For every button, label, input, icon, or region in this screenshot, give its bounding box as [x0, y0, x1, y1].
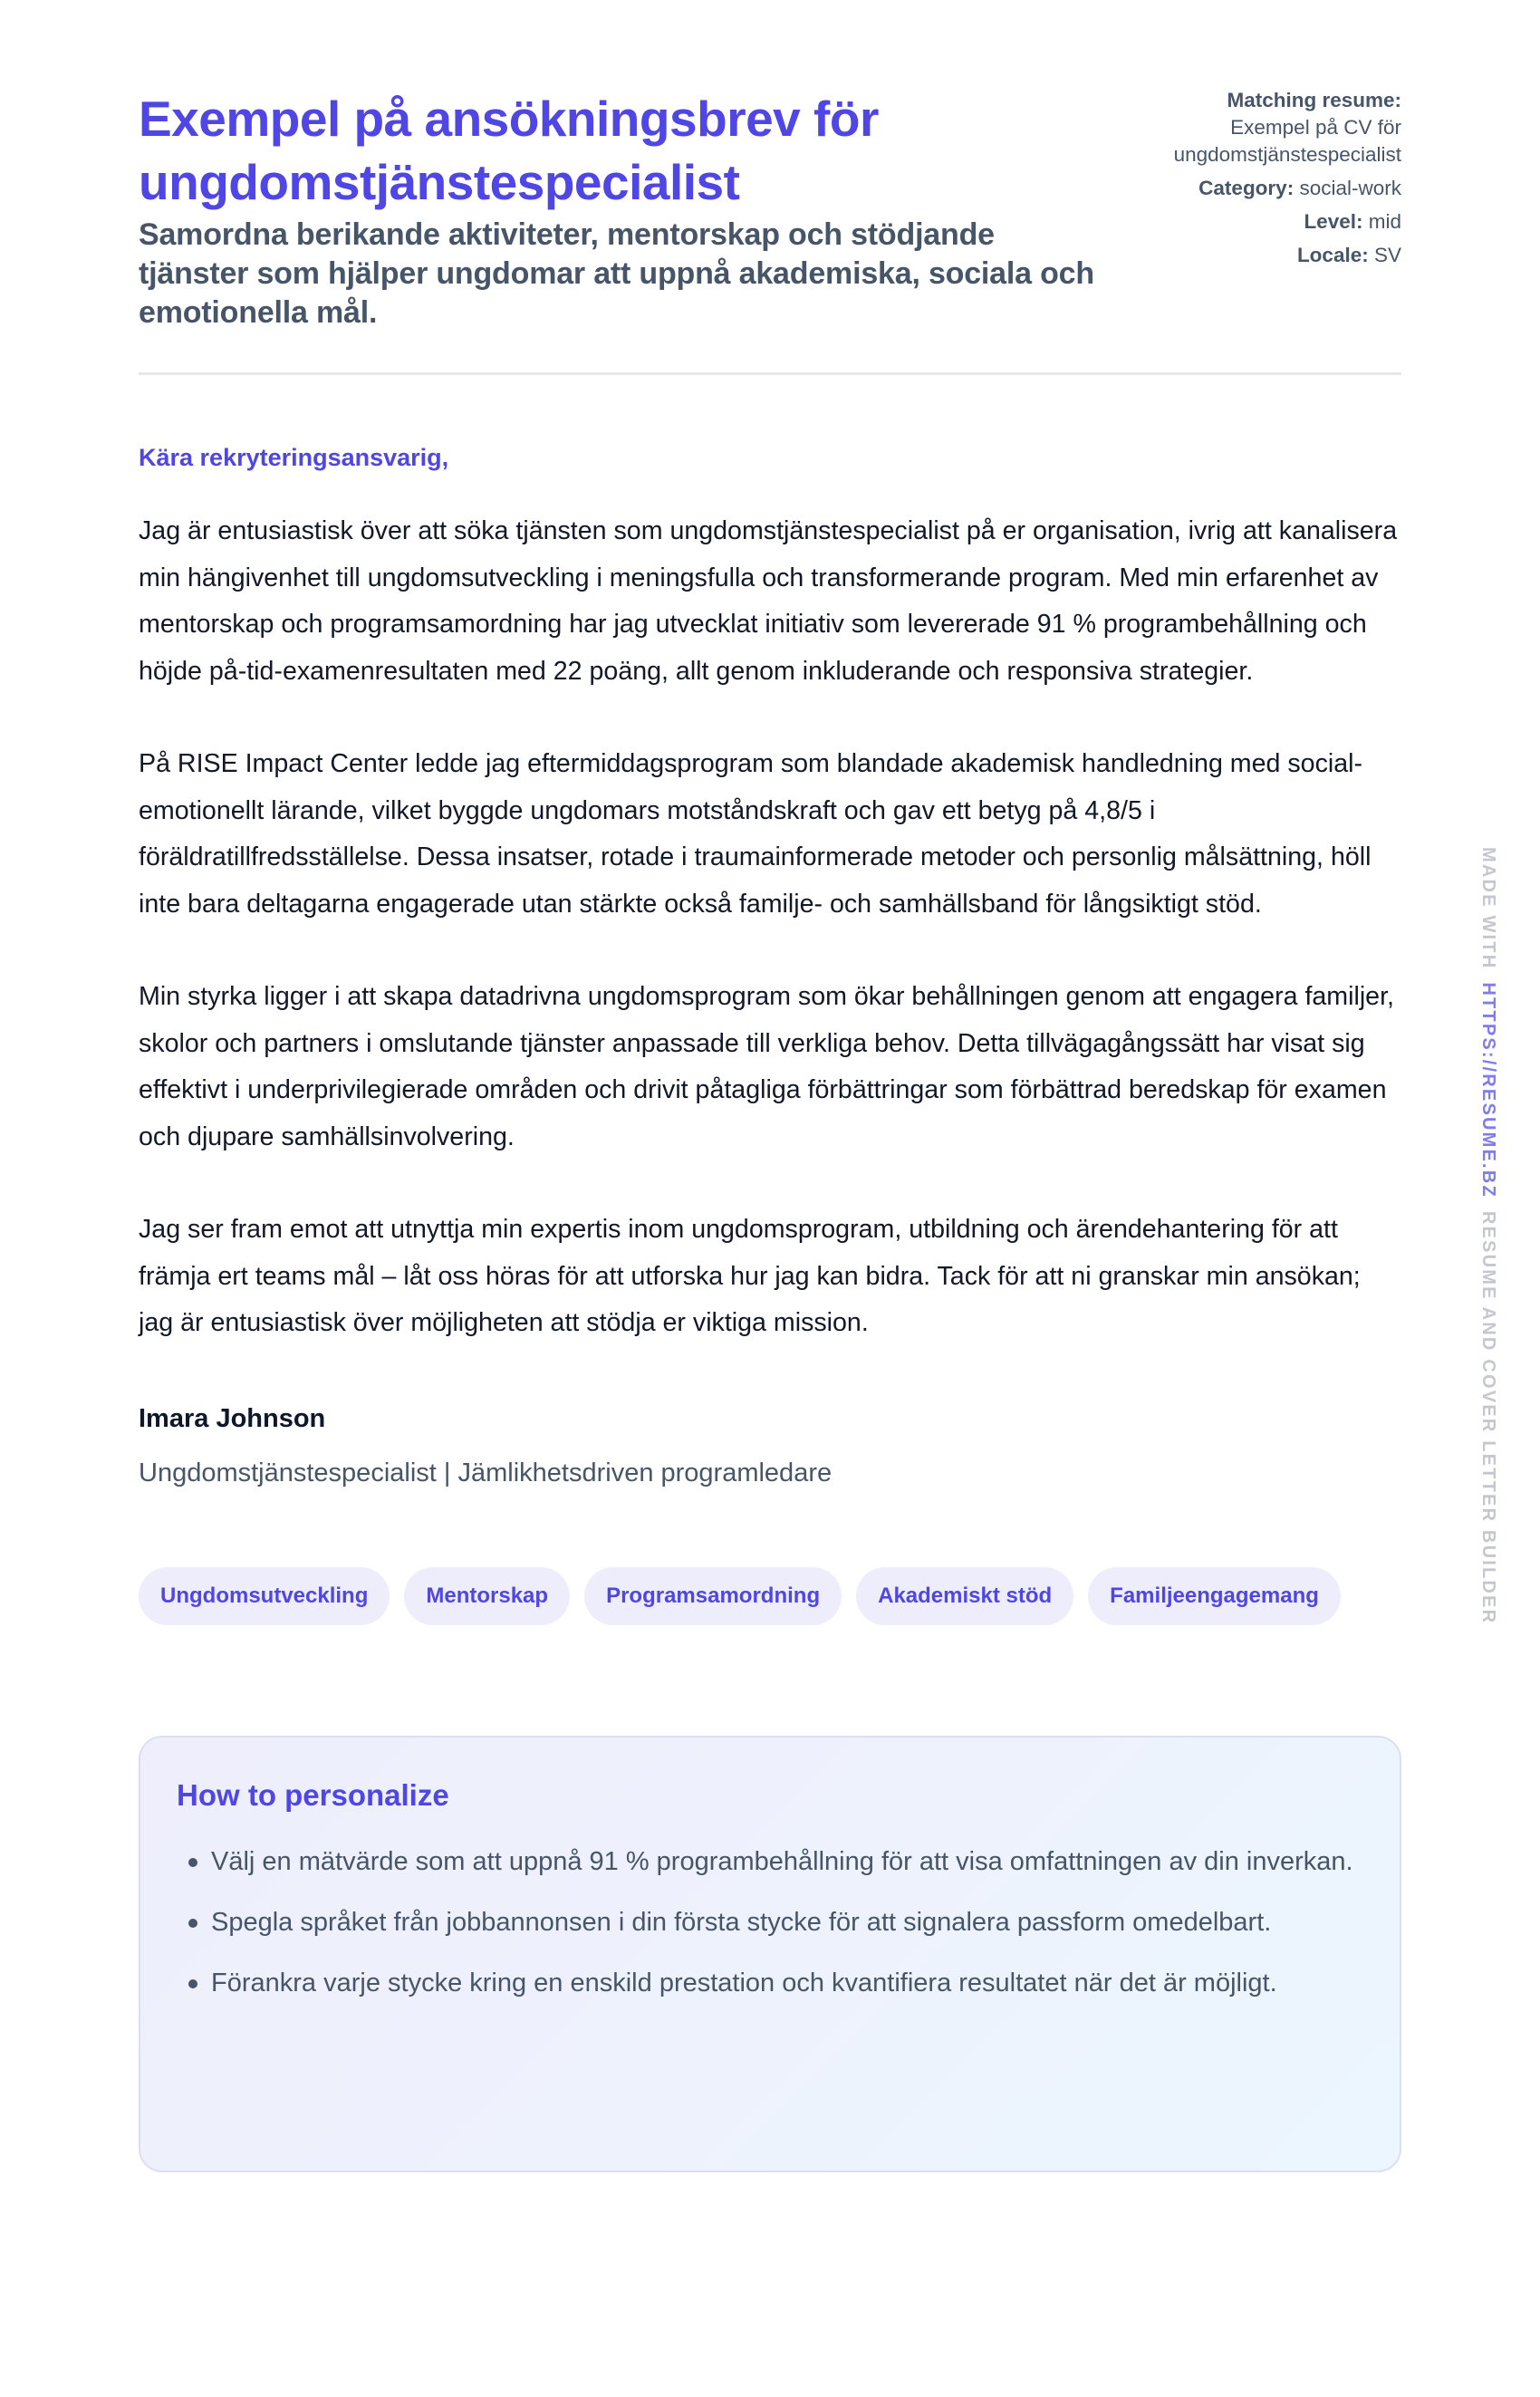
- watermark-suffix: RESUME AND COVER LETTER BUILDER: [1478, 1210, 1498, 1625]
- meta-level-value: mid: [1368, 210, 1401, 233]
- page-header: [139, 0, 1401, 375]
- skill-tag: Ungdomsutveckling: [139, 1567, 390, 1625]
- letter-paragraph: På RISE Impact Center ledde jag eftermiddagsprogram som blandade akademisk handledning med social-emotionellt lärande, vilket byggde ungdomars motståndskraft och gav ett betyg på 4,8/5 i föräldratillfredsställelse. Dessa insatser, rotade i traumainformerade metoder och personlig målsättning, höll inte bara deltagarna engagerade utan stärkte också familje- och samhällsband för långsiktigt stöd.: [139, 749, 1372, 919]
- letter-paragraphs: [139, 508, 1401, 1347]
- page-title: Exempel på ansökningsbrev för ungdomstjänstespecialist: [139, 91, 879, 210]
- signature: [139, 1401, 1401, 1491]
- tips-item-text: Spegla språket från jobbannonsen i din första stycke för att signalera passform omedelbart.: [211, 1907, 1272, 1937]
- salutation: Kära rekryteringsansvarig,: [139, 444, 449, 471]
- bullet-dot-icon: [188, 1919, 197, 1928]
- watermark-prefix: MADE WITH: [1478, 847, 1498, 970]
- letter-paragraph: Jag ser fram emot att utnyttja min expertis inom ungdomsprogram, utbildning och ärendehantering för att främja ert teams mål – låt oss höras för att utforska hur jag kan bidra. Tack för att ni granskar min ansökan; jag är entusiastisk över möjligheten att stödja er viktiga mission.: [139, 1215, 1361, 1337]
- letter-paragraph: Jag är entusiastisk över att söka tjänsten som ungdomstjänstespecialist på er organisation, ivrig att kanalisera min hängivenhet till ungdomsutveckling i meningsfulla och transformerande program. Med min erfarenhet av mentorskap och programsamordning har jag utvecklat initiativ som levererade 91 % programbehållning och höjde på-tid-examenresultaten med 22 poäng, allt genom inkluderande och responsiva strategier.: [139, 516, 1398, 686]
- signature-name: Imara Johnson: [139, 1403, 326, 1433]
- tips-list-item: [177, 1900, 1363, 1946]
- vertical-watermark: [1477, 847, 1499, 1624]
- skill-tag: Mentorskap: [404, 1567, 570, 1625]
- personalize-tips-box: [139, 1736, 1401, 2172]
- meta-category: [1102, 175, 1401, 202]
- letter-paragraph: Min styrka ligger i att skapa datadrivna ungdomsprogram som ökar behållningen genom att engagera familjer, skolor och partners i omslutande tjänster anpassade till verkliga behov. Detta tillvägagångssätt har visat sig effektivt i underprivilegierade områden och drivit påtagliga förbättringar som förbättrad beredskap för examen och djupare samhällsinvolvering.: [139, 982, 1394, 1151]
- bullet-dot-icon: [188, 1979, 197, 1988]
- meta-level: [1102, 208, 1401, 236]
- skill-tag: Programsamordning: [584, 1567, 842, 1625]
- bullet-dot-icon: [188, 1858, 197, 1867]
- skill-tag: Familjeengagemang: [1088, 1567, 1341, 1625]
- meta-matching-resume: [1102, 87, 1401, 168]
- meta-locale: [1102, 242, 1401, 269]
- skill-tag: Akademiskt stöd: [856, 1567, 1073, 1625]
- page-subtitle: Samordna berikande aktiviteter, mentorskap och stödjande tjänster som hjälper ungdomar att uppnå akademiska, sociala och emotionella mål.: [139, 217, 1094, 330]
- signature-role: Ungdomstjänstespecialist | Jämlikhetsdriven programledare: [139, 1458, 833, 1487]
- meta-category-value: social-work: [1299, 177, 1401, 199]
- meta-category-label: Category:: [1198, 177, 1295, 199]
- tips-list-item: [177, 1839, 1363, 1885]
- tips-item-text: Välj en mätvärde som att uppnå 91 % programbehållning för att visa omfattningen av din inverkan.: [211, 1846, 1353, 1876]
- watermark-link[interactable]: HTTPS://RESUME.BZ: [1478, 982, 1498, 1198]
- tips-item-text: Förankra varje stycke kring en enskild prestation och kvantifiera resultatet när det är möjligt.: [211, 1968, 1277, 1998]
- meta-locale-value: SV: [1373, 244, 1401, 266]
- meta-panel: [1102, 87, 1401, 275]
- meta-matching-resume-value[interactable]: Exempel på CV för ungdomstjänstespecialist: [1173, 116, 1401, 166]
- tips-list: [177, 1839, 1363, 2007]
- letter-body: [139, 441, 1401, 1491]
- meta-locale-label: Locale:: [1296, 244, 1369, 266]
- tips-list-item: [177, 1960, 1363, 2007]
- meta-level-label: Level:: [1304, 210, 1363, 233]
- cover-letter-page: [139, 0, 1401, 2172]
- tips-title: How to personalize: [177, 1777, 449, 1812]
- header-title-block: [139, 87, 1099, 332]
- meta-matching-resume-label: Matching resume:: [1227, 89, 1401, 111]
- skill-tags: [139, 1567, 1401, 1625]
